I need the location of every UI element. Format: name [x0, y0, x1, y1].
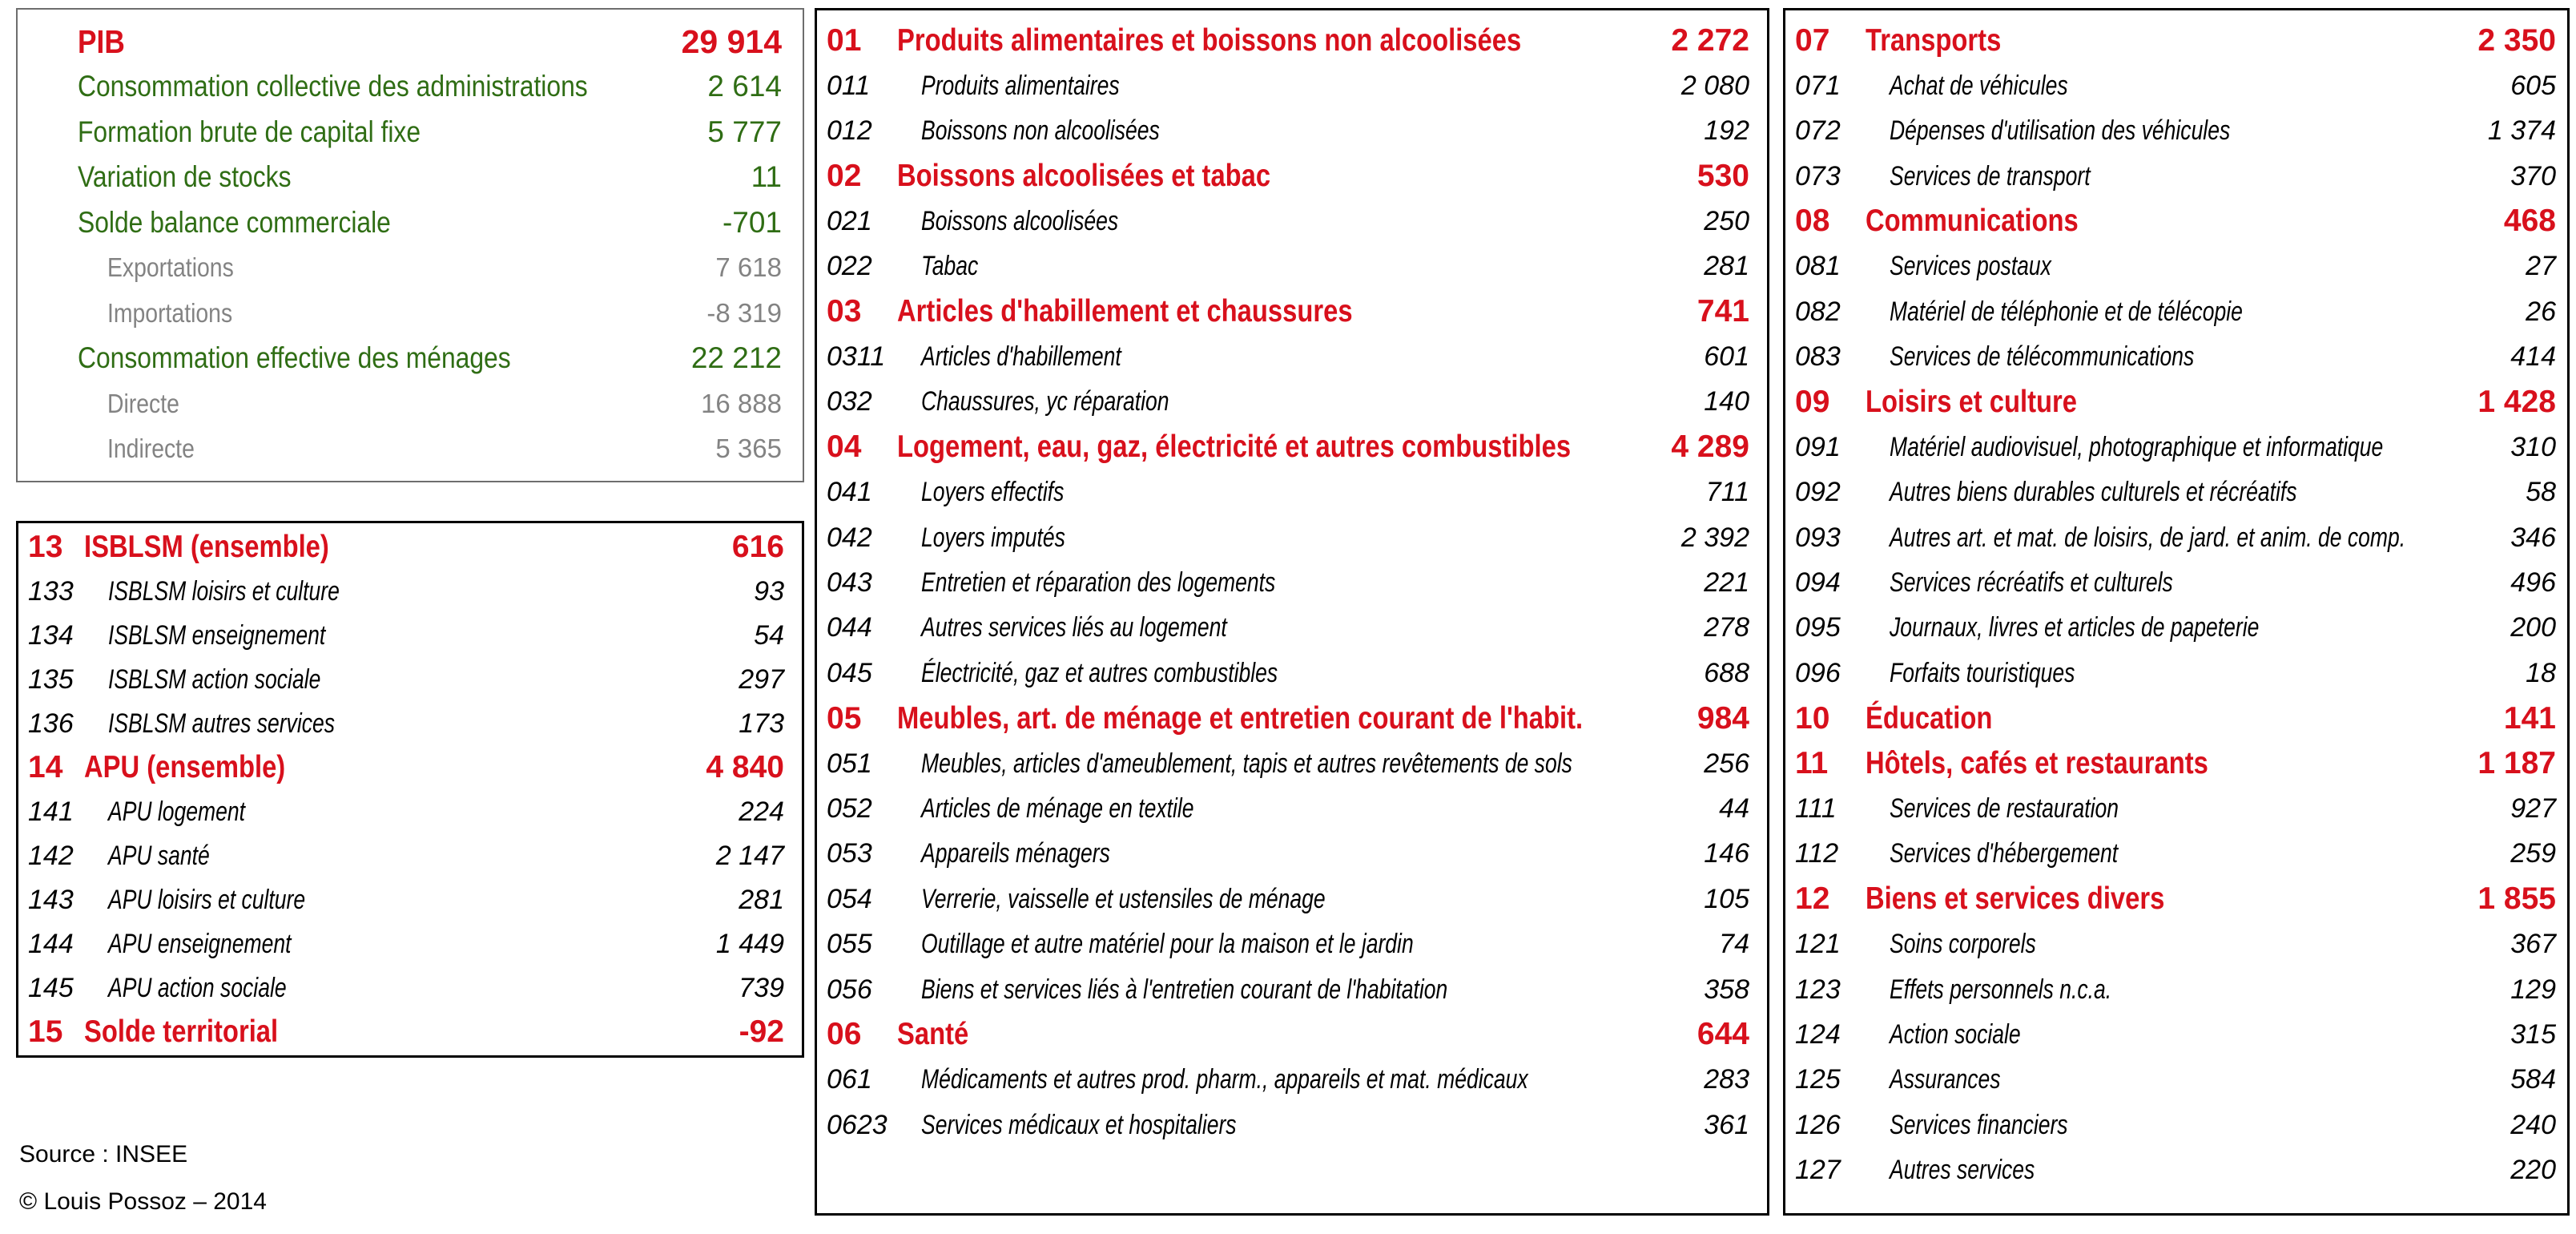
row-value: 927 [2510, 792, 2556, 824]
row-label: Consommation effective des ménages [78, 341, 511, 375]
row-value: 741 [1697, 294, 1749, 329]
row-value: 221 [1704, 567, 1749, 599]
table-row [18, 790, 802, 834]
table-row [1785, 109, 2567, 154]
row-label: Biens et services liés à l'entretien courant de l'habitation [921, 974, 1448, 1005]
row-label: Services financiers [1890, 1109, 2068, 1140]
table-row [1785, 967, 2567, 1012]
row-value: 530 [1697, 158, 1749, 193]
row-label: Forfaits touristiques [1890, 657, 2075, 688]
row-code: 044 [827, 612, 872, 643]
pib-summary-panel [16, 8, 804, 482]
row-label: Loyers effectifs [921, 477, 1065, 508]
row-value: -8 319 [706, 297, 782, 328]
row-value: 18 [2526, 657, 2556, 688]
row-code: 0311 [827, 341, 886, 373]
row-label: Services d'hébergement [1890, 838, 2119, 869]
row-label: Électricité, gaz et autres combustibles [921, 657, 1278, 688]
row-value: 16 888 [701, 388, 782, 418]
row-value: 44 [1719, 792, 1749, 824]
row-value: 688 [1704, 657, 1749, 688]
table-row [817, 741, 1767, 786]
table-row [1785, 18, 2567, 63]
row-label: Santé [897, 1017, 969, 1052]
row-code: 13 [28, 530, 63, 565]
table-row [1785, 244, 2567, 289]
row-code: 052 [827, 792, 872, 824]
row-label: APU logement [108, 796, 246, 827]
table-row [1785, 561, 2567, 606]
row-label: ISBLSM autres services [108, 708, 335, 739]
row-label: Journaux, livres et articles de papeterie [1890, 612, 2260, 643]
table-row [18, 291, 803, 337]
row-label: Meubles, art. de ménage et entretien courant de l'habit. [897, 700, 1584, 736]
table-row [18, 110, 803, 155]
row-value: 361 [1704, 1109, 1749, 1140]
table-row [817, 1103, 1767, 1147]
table-row [1785, 380, 2567, 425]
row-label: Appareils ménagers [921, 838, 1110, 869]
row-code: 053 [827, 838, 872, 869]
table-row [817, 832, 1767, 877]
row-code: 091 [1795, 431, 1841, 462]
row-value: 584 [2510, 1064, 2556, 1095]
row-value: 7 618 [715, 252, 782, 283]
functions-07-12-panel [1783, 8, 2570, 1216]
row-code: 125 [1795, 1064, 1841, 1095]
table-row [817, 606, 1767, 651]
row-value: 4 840 [706, 750, 784, 785]
row-label: Articles de ménage en textile [921, 792, 1194, 824]
row-code: 144 [28, 928, 74, 959]
row-value: 93 [754, 575, 784, 607]
table-row [1785, 1103, 2567, 1147]
row-value: 370 [2510, 160, 2556, 192]
row-code: 123 [1795, 974, 1841, 1005]
table-row [817, 335, 1767, 380]
row-label: Consommation collective des administrations [78, 70, 588, 103]
row-code: 02 [827, 158, 862, 193]
row-code: 071 [1795, 70, 1841, 101]
row-label: Effets personnels n.c.a. [1890, 974, 2112, 1005]
row-label: Importations [107, 297, 233, 328]
row-label: Services de transport [1890, 160, 2091, 192]
row-code: 096 [1795, 657, 1841, 688]
row-label: Éducation [1866, 700, 1993, 736]
table-row [18, 922, 802, 966]
row-label: Tabac [921, 251, 979, 282]
row-code: 01 [827, 22, 862, 58]
row-label: Autres services [1890, 1155, 2035, 1186]
row-code: 09 [1795, 384, 1830, 419]
row-code: 056 [827, 974, 872, 1005]
row-label: APU (ensemble) [84, 750, 286, 785]
table-row [817, 380, 1767, 425]
row-code: 051 [827, 748, 872, 779]
row-code: 05 [827, 700, 862, 736]
table-row [18, 155, 803, 201]
table-row [817, 1058, 1767, 1103]
row-label: Matériel audiovisuel, photographique et informatique [1890, 431, 2384, 462]
table-row [1785, 832, 2567, 877]
row-label: Formation brute de capital fixe [78, 115, 421, 148]
table-row [1785, 1148, 2567, 1193]
table-row [817, 109, 1767, 154]
row-label: APU enseignement [108, 928, 292, 959]
row-value: 281 [739, 884, 784, 915]
row-label: ISBLSM (ensemble) [84, 530, 329, 565]
row-label: Meubles, articles d'ameublement, tapis et autres revêtements de sols [921, 748, 1572, 779]
row-value: 256 [1704, 748, 1749, 779]
row-code: 143 [28, 884, 74, 915]
row-code: 03 [827, 294, 862, 329]
row-code: 07 [1795, 22, 1830, 58]
row-label: Logement, eau, gaz, électricité et autres combustibles [897, 429, 1572, 465]
row-code: 042 [827, 522, 872, 553]
row-code: 141 [28, 796, 74, 827]
row-value: 1 855 [2477, 881, 2556, 917]
row-code: 061 [827, 1064, 872, 1095]
table-row [18, 878, 802, 922]
row-code: 111 [1795, 792, 1837, 824]
table-row [817, 515, 1767, 560]
row-label: Exportations [107, 252, 234, 283]
row-code: 08 [1795, 204, 1830, 239]
row-label: Services récréatifs et culturels [1890, 567, 2173, 599]
row-value: 141 [2503, 700, 2556, 736]
row-code: 095 [1795, 612, 1841, 643]
table-row [1785, 335, 2567, 380]
row-label: Articles d'habillement et chaussures [897, 294, 1353, 329]
row-label: Achat de véhicules [1890, 70, 2068, 101]
row-code: 081 [1795, 251, 1841, 282]
row-value: 2 080 [1680, 70, 1749, 101]
row-label: APU action sociale [108, 972, 287, 1003]
row-code: 12 [1795, 881, 1830, 917]
row-value: -92 [739, 1014, 784, 1050]
row-value: 283 [1704, 1064, 1749, 1095]
row-label: Loyers imputés [921, 522, 1065, 553]
row-code: 041 [827, 477, 872, 508]
table-row [18, 246, 803, 292]
row-code: 127 [1795, 1155, 1841, 1186]
table-row [18, 337, 803, 382]
row-code: 032 [827, 386, 872, 417]
table-row [817, 244, 1767, 289]
table-row [817, 200, 1767, 244]
row-code: 0623 [827, 1109, 888, 1140]
table-row [18, 65, 803, 111]
row-label: Transports [1866, 22, 2002, 58]
row-label: Indirecte [107, 434, 195, 464]
table-row [1785, 651, 2567, 696]
row-value: 26 [2526, 296, 2556, 327]
table-row [1785, 200, 2567, 244]
row-label: Solde territorial [84, 1014, 279, 1050]
table-row [1785, 922, 2567, 967]
row-label: Soins corporels [1890, 929, 2036, 960]
row-label: APU santé [108, 840, 210, 871]
row-code: 121 [1795, 929, 1841, 960]
row-code: 093 [1795, 522, 1841, 553]
table-row [18, 200, 803, 246]
row-value: 468 [2503, 204, 2556, 239]
table-row [817, 289, 1767, 334]
table-row [18, 966, 802, 1010]
row-label: Action sociale [1890, 1018, 2021, 1050]
row-label: Services de restauration [1890, 792, 2119, 824]
table-row [18, 746, 802, 790]
row-code: 082 [1795, 296, 1841, 327]
row-value: 2 392 [1680, 522, 1749, 553]
row-value: 739 [739, 972, 784, 1003]
row-value: 496 [2510, 567, 2556, 599]
row-code: 14 [28, 750, 63, 785]
row-value: 58 [2526, 477, 2556, 508]
row-value: 173 [739, 708, 784, 739]
row-code: 094 [1795, 567, 1841, 599]
row-label: Produits alimentaires [921, 70, 1120, 101]
row-value: 644 [1697, 1017, 1749, 1052]
table-row [1785, 877, 2567, 921]
row-value: 1 374 [2487, 115, 2556, 147]
row-value: 192 [1704, 115, 1749, 147]
row-value: 601 [1704, 341, 1749, 373]
row-label: APU loisirs et culture [108, 884, 306, 915]
table-row [1785, 515, 2567, 560]
row-code: 136 [28, 708, 74, 739]
row-label: Boissons non alcoolisées [921, 115, 1160, 147]
row-value: 129 [2510, 974, 2556, 1005]
row-value: 281 [1704, 251, 1749, 282]
table-row [817, 18, 1767, 63]
row-label: Autres biens durables culturels et récréatifs [1890, 477, 2297, 508]
row-value: 2 272 [1671, 22, 1749, 58]
row-label: Solde balance commerciale [78, 205, 391, 239]
row-label: Chaussures, yc réparation [921, 386, 1169, 417]
row-code: 012 [827, 115, 872, 147]
table-row [1785, 696, 2567, 741]
row-value: 1 428 [2477, 384, 2556, 419]
row-label: Autres art. et mat. de loisirs, de jard. et anim. de comp. [1890, 522, 2406, 553]
row-value: 1 449 [715, 928, 784, 959]
row-label: Autres services liés au logement [921, 612, 1227, 643]
copyright-note: © Louis Possoz – 2014 [19, 1188, 267, 1215]
row-value: 11 [751, 160, 782, 194]
row-value: 297 [739, 663, 784, 695]
row-value: 315 [2510, 1018, 2556, 1050]
row-value: 711 [1705, 477, 1749, 508]
row-code: 021 [827, 205, 872, 236]
row-value: 27 [2526, 251, 2556, 282]
row-label: Boissons alcoolisées et tabac [897, 158, 1271, 193]
row-code: 135 [28, 663, 74, 695]
row-value: 146 [1704, 838, 1749, 869]
row-code: 092 [1795, 477, 1841, 508]
row-label: Entretien et réparation des logements [921, 567, 1276, 599]
row-value: 140 [1704, 386, 1749, 417]
row-label: ISBLSM enseignement [108, 619, 326, 651]
table-row [817, 470, 1767, 515]
row-label: Services postaux [1890, 251, 2051, 282]
functions-01-06-panel [815, 8, 1769, 1216]
row-label: Variation de stocks [78, 160, 292, 194]
row-value: 367 [2510, 929, 2556, 960]
table-row [817, 696, 1767, 741]
table-row [817, 154, 1767, 199]
row-label: Communications [1866, 204, 2079, 239]
table-row [1785, 606, 2567, 651]
table-row [1785, 1058, 2567, 1103]
row-value: -701 [722, 205, 782, 239]
table-row [18, 614, 802, 658]
row-label: Dépenses d'utilisation des véhicules [1890, 115, 2231, 147]
row-value: 984 [1697, 700, 1749, 736]
table-row [18, 1010, 802, 1055]
table-row [18, 702, 802, 746]
row-code: 11 [1795, 745, 1829, 780]
table-row [18, 834, 802, 878]
row-label: Hôtels, cafés et restaurants [1866, 745, 2208, 780]
row-value: 616 [731, 530, 784, 565]
row-value: 105 [1704, 883, 1749, 914]
row-value: 74 [1719, 929, 1749, 960]
table-row [817, 967, 1767, 1012]
row-value: 240 [2510, 1109, 2556, 1140]
row-code: 10 [1795, 700, 1830, 736]
row-value: 278 [1704, 612, 1749, 643]
row-value: 5 777 [707, 115, 782, 148]
row-code: 045 [827, 657, 872, 688]
table-row [1785, 425, 2567, 470]
row-code: 06 [827, 1017, 862, 1052]
row-value: 1 187 [2477, 745, 2556, 780]
row-label: Articles d'habillement [921, 341, 1121, 373]
source-note: Source : INSEE [19, 1141, 188, 1167]
row-label: PIB [78, 22, 125, 60]
table-row [18, 570, 802, 614]
row-value: 224 [739, 796, 784, 827]
table-row [1785, 289, 2567, 334]
row-label: ISBLSM action sociale [108, 663, 321, 695]
row-value: 220 [2510, 1155, 2556, 1186]
row-label: Assurances [1890, 1064, 2001, 1095]
table-row [817, 561, 1767, 606]
row-value: 29 914 [681, 22, 782, 60]
row-code: 011 [827, 70, 871, 101]
row-code: 072 [1795, 115, 1841, 147]
table-row [817, 1013, 1767, 1058]
row-label: Outillage et autre matériel pour la maison et le jardin [921, 929, 1414, 960]
row-label: Verrerie, vaisselle et ustensiles de ménage [921, 883, 1326, 914]
row-value: 5 365 [715, 434, 782, 464]
row-code: 142 [28, 840, 74, 871]
row-value: 250 [1704, 205, 1749, 236]
row-value: 346 [2510, 522, 2556, 553]
row-label: Médicaments et autres prod. pharm., appareils et mat. médicaux [921, 1064, 1528, 1095]
row-value: 22 212 [690, 341, 782, 375]
table-row [817, 425, 1767, 470]
table-row [817, 63, 1767, 108]
row-value: 54 [754, 619, 784, 651]
table-row [1785, 787, 2567, 832]
row-value: 310 [2510, 431, 2556, 462]
row-label: Biens et services divers [1866, 881, 2165, 917]
row-label: Services de télécommunications [1890, 341, 2195, 373]
row-value: 605 [2510, 70, 2556, 101]
row-label: Boissons alcoolisées [921, 205, 1119, 236]
table-row [817, 922, 1767, 967]
row-code: 073 [1795, 160, 1841, 192]
row-value: 4 289 [1671, 429, 1749, 465]
row-code: 112 [1795, 838, 1839, 869]
table-row [1785, 63, 2567, 108]
row-value: 2 350 [2477, 22, 2556, 58]
table-row [817, 877, 1767, 921]
table-row [1785, 154, 2567, 199]
sectors-panel [16, 521, 804, 1058]
table-row [18, 526, 802, 570]
row-label: Services médicaux et hospitaliers [921, 1109, 1237, 1140]
row-label: Matériel de téléphonie et de télécopie [1890, 296, 2243, 327]
row-label: Directe [107, 388, 179, 418]
table-row [18, 19, 803, 65]
row-code: 043 [827, 567, 872, 599]
row-code: 055 [827, 929, 872, 960]
table-row [1785, 1013, 2567, 1058]
row-label: Produits alimentaires et boissons non alcoolisées [897, 22, 1522, 58]
row-value: 259 [2510, 838, 2556, 869]
row-code: 145 [28, 972, 74, 1003]
row-code: 133 [28, 575, 74, 607]
row-code: 083 [1795, 341, 1841, 373]
table-row [817, 787, 1767, 832]
table-row [1785, 741, 2567, 786]
row-code: 054 [827, 883, 872, 914]
row-value: 2 147 [715, 840, 784, 871]
row-code: 04 [827, 429, 862, 465]
row-label: ISBLSM loisirs et culture [108, 575, 340, 607]
table-row [1785, 470, 2567, 515]
row-code: 126 [1795, 1109, 1841, 1140]
row-value: 414 [2510, 341, 2556, 373]
row-value: 358 [1704, 974, 1749, 1005]
row-code: 124 [1795, 1018, 1841, 1050]
table-row [18, 381, 803, 427]
row-label: Loisirs et culture [1866, 384, 2077, 419]
row-code: 134 [28, 619, 74, 651]
row-code: 022 [827, 251, 872, 282]
table-row [18, 658, 802, 702]
row-value: 200 [2510, 612, 2556, 643]
table-row [817, 651, 1767, 696]
row-code: 15 [28, 1014, 63, 1050]
row-value: 2 614 [707, 70, 782, 103]
table-row [18, 427, 803, 473]
